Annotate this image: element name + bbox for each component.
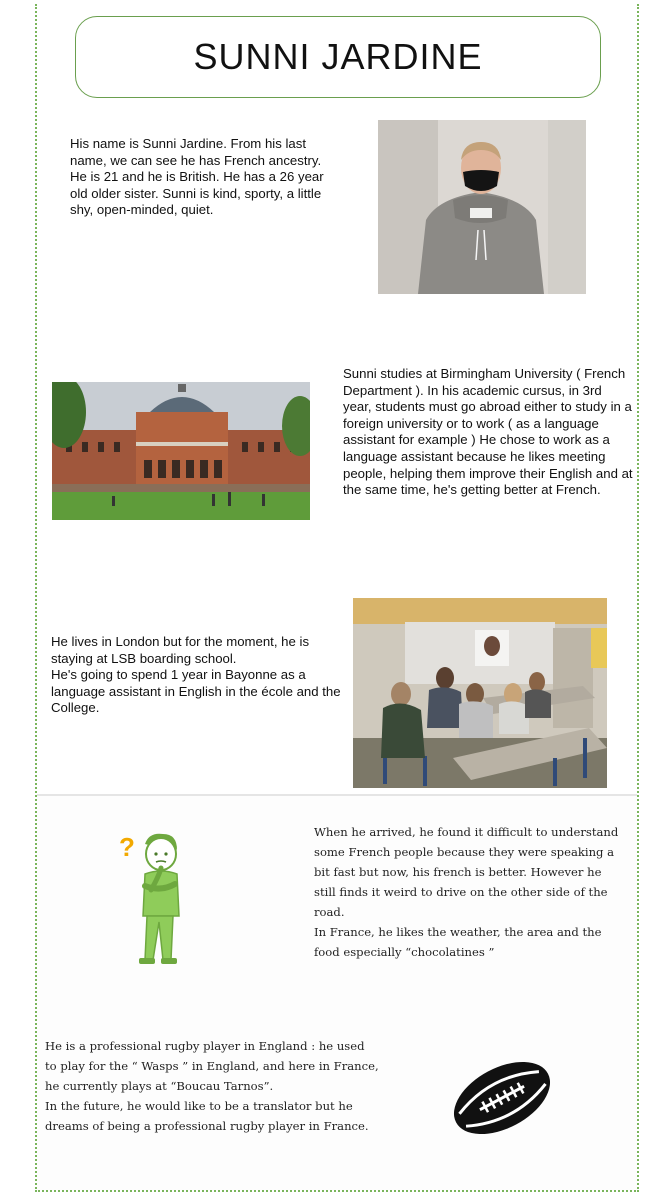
university-photo [52,382,310,520]
intro-text [70,136,340,219]
rugby-line-2: In the future, he would like to be a translator but he dreams of being a professional rugby player in France. [45,1099,369,1133]
arrival-text [314,822,626,962]
portrait-photo [378,120,586,294]
rugby-text [45,1036,379,1136]
rugby-ball-icon [447,1052,557,1144]
intro-line-1: His name is Sunni Jardine. From his last name, we can see he has French ancestry. [70,136,322,168]
question-mark-icon: ? [119,832,135,862]
arrival-line-1: When he arrived, he found it difficult to understand some French people because they were speaking a bit fast but now, his french is better. However he still finds it weird to drive on the other side of the road. [314,825,619,919]
document-page [35,4,639,1192]
studies-text [343,366,633,499]
arrival-line-2: In France, he likes the weather, the area and the food especially “chocolatines ” [314,925,602,959]
lives-text [51,634,351,717]
lives-line-1: He lives in London but for the moment, he is staying at LSB boarding school. [51,634,310,666]
thinking-boy-icon [115,830,185,970]
lives-line-2: He's going to spend 1 year in Bayonne as a language assistant in English in the école and the College. [51,667,341,716]
title-box [75,16,601,98]
classroom-photo [353,598,607,788]
page-title: SUNNI JARDINE [193,36,483,77]
intro-line-2: He is 21 and he is British. He has a 26 year old older sister. Sunni is kind, sporty, a little shy, open-minded, quiet. [70,169,324,218]
studies-paragraph: Sunni studies at Birmingham University ( French Department ). In his academic cursus, in 3rd year, students must go abroad either to study in a foreign university or to work ( as a language assistant for example ) He chose to work as a language assistant because he likes meeting people, helping them improve their English and at the same time, he's getting better at French. [343,366,633,498]
rugby-line-1: He is a professional rugby player in England : he used to play for the “ Wasps ” in England, and here in France, he currently plays at “Boucau Tarnos”. [45,1039,379,1093]
